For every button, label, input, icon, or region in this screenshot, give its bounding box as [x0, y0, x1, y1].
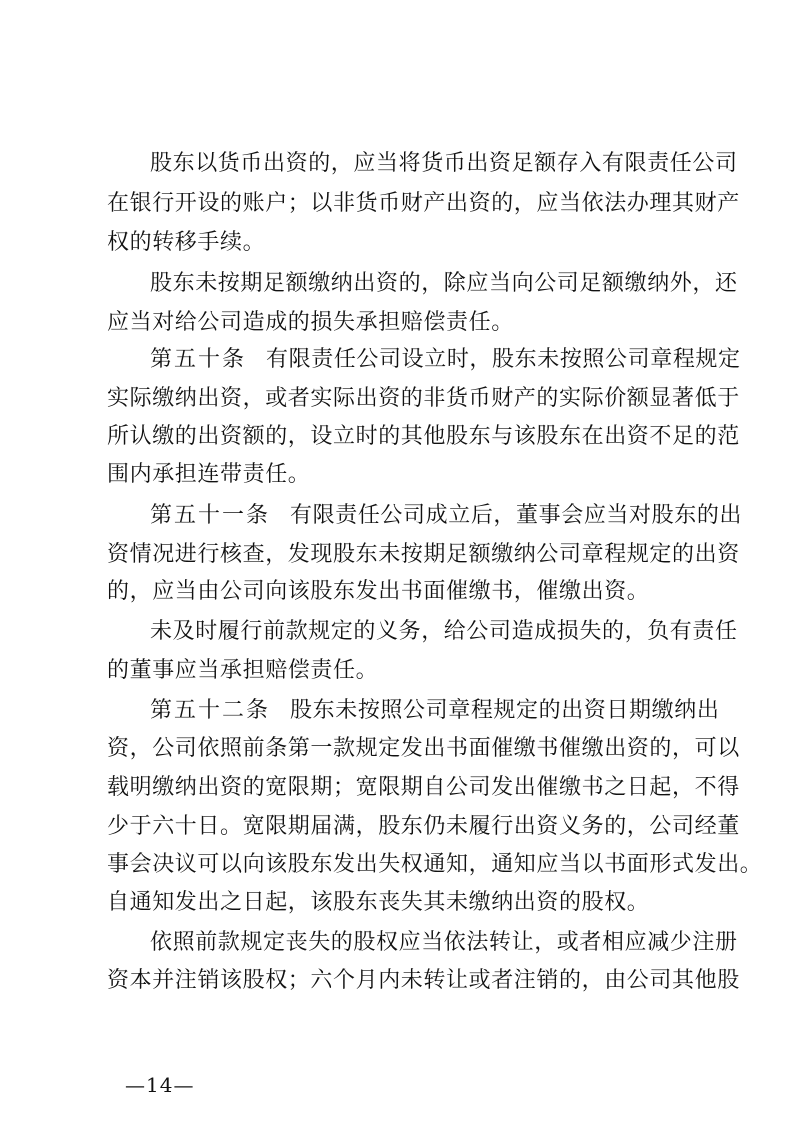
article-number: 第五十二条: [150, 698, 271, 723]
paragraph-line: 权的转移手续。: [107, 230, 266, 255]
paragraph-line: 的董事应当承担赔偿责任。: [107, 658, 379, 683]
paragraph-line: 少于六十日。宽限期届满，股东仍未履行出资义务的，公司经董: [107, 814, 740, 839]
paragraph-line: 股东未按期足额缴纳出资的，除应当向公司足额缴纳外，还: [150, 271, 738, 296]
paragraph-line: 未及时履行前款规定的义务，给公司造成损失的，负有责任: [150, 619, 738, 644]
paragraph-line: 围内承担连带责任。: [107, 462, 311, 487]
article-number: 第五十一条: [150, 503, 271, 528]
paragraph-line: 在银行开设的账户；以非货币财产出资的，应当依法办理其财产: [107, 191, 740, 216]
paragraph-line: 所认缴的出资额的，设立时的其他股东与该股东在出资不足的范: [107, 424, 740, 449]
paragraph-line: 实际缴纳出资，或者实际出资的非货币财产的实际价额显著低于: [107, 386, 740, 411]
paragraph-line: 应当对给公司造成的损失承担赔偿责任。: [107, 310, 514, 335]
paragraph-line: 资情况进行核查，发现股东未按期足额缴纳公司章程规定的出资: [107, 542, 740, 567]
paragraph-line: 的，应当由公司向该股东发出书面催缴书，催缴出资。: [107, 579, 650, 604]
paragraph-line: 载明缴纳出资的宽限期；宽限期自公司发出催缴书之日起，不得: [107, 775, 740, 800]
paragraph-line: 自通知发出之日起，该股东丧失其未缴纳出资的股权。: [107, 890, 650, 915]
article-50-line: 第五十条 有限责任公司设立时，股东未按照公司章程规定: [150, 347, 741, 372]
paragraph-line: 股东以货币出资的，应当将货币出资足额存入有限责任公司: [150, 151, 738, 176]
paragraph-line: 事会决议可以向该股东发出失权通知，通知应当以书面形式发出。: [107, 852, 763, 877]
article-number: 第五十条: [150, 347, 247, 372]
article-51-line: 第五十一条 有限责任公司成立后，董事会应当对股东的出: [150, 503, 743, 528]
article-52-line: 第五十二条 股东未按照公司章程规定的出资日期缴纳出: [150, 698, 720, 723]
paragraph-line: 依照前款规定丧失的股权应当依法转让，或者相应减少注册: [150, 930, 738, 955]
paragraph-line: 资本并注销该股权；六个月内未转让或者注销的，由公司其他股: [107, 968, 740, 993]
page-number: —14—: [125, 1073, 195, 1097]
paragraph-line: 资，公司依照前条第一款规定发出书面催缴书催缴出资的，可以: [107, 736, 740, 761]
